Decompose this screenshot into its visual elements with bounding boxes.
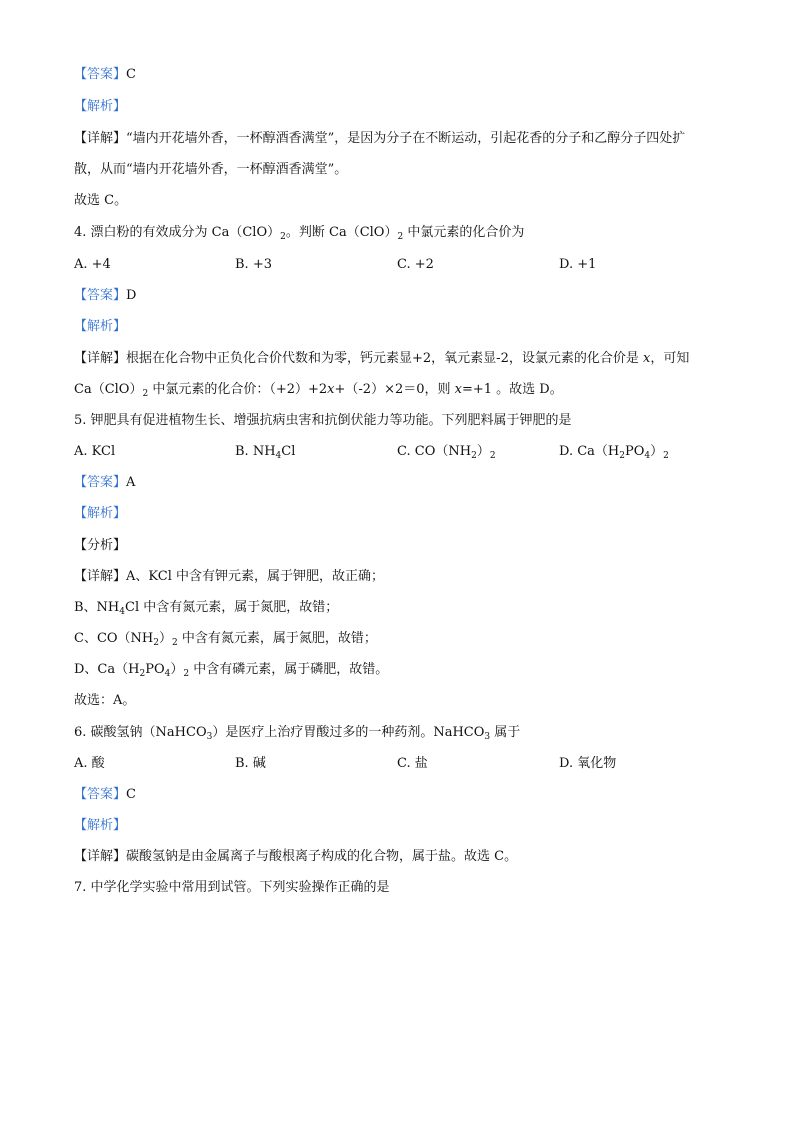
q3-detail-line2: 散，从而“墙内开花墙外香，一杯醇酒香满堂”。	[74, 162, 348, 177]
q4-analysis-tag	[74, 319, 126, 335]
detail-text: C、CO（NH	[74, 631, 154, 646]
detail-text: 中氯元素的化合价：（+2）+2	[148, 382, 328, 397]
answer-value: A	[126, 475, 136, 490]
q6-option-b: B. 碱	[235, 756, 266, 771]
subscript: 3	[484, 732, 491, 742]
answer-tag: 【答案】	[74, 787, 127, 802]
variable-x: x	[327, 382, 335, 397]
q4-option-b: B. +3	[235, 257, 272, 272]
subscript: 2	[172, 638, 178, 648]
subscript: 4	[164, 669, 171, 679]
detail-tag: 【详解】	[74, 849, 127, 864]
subscript: 2	[153, 638, 159, 648]
q6-option-a: A. 酸	[74, 756, 105, 771]
detail-text: 中含有磷元素，属于磷肥，故错。	[189, 662, 389, 677]
subscript: 4	[119, 607, 125, 617]
q4-answer	[74, 288, 136, 304]
q3-analysis-tag	[74, 99, 126, 115]
stem-part: ）是医疗上治疗胃酸过多的一种药剂。NaHCO	[212, 725, 485, 740]
q5-fenxi-tag: 【分析】	[74, 538, 127, 553]
detail-text: PO	[145, 662, 165, 677]
q6-option-c: C. 盐	[397, 756, 428, 771]
analysis-tag: 【解析】	[74, 506, 127, 521]
detail-text: D、Ca（H	[74, 662, 140, 677]
analysis-tag: 【解析】	[74, 818, 127, 833]
subscript: 2	[142, 389, 149, 399]
subscript: 2	[139, 669, 146, 679]
q4-option-c: C. +2	[397, 257, 434, 272]
stem-part: 6. 碳酸氢钠（NaHCO	[74, 725, 207, 740]
detail-text: A、KCl 中含有钾元素，属于钾肥，故正确；	[126, 569, 385, 584]
stem-part: 4. 漂白粉的有效成分为 Ca（ClO）	[74, 225, 281, 240]
subscript: 4	[644, 451, 651, 461]
detail-text: 根据在化合物中正负化合价代数和为零，钙元素显+2，氧元素显-2，设氯元素的化合价是	[126, 351, 643, 366]
answer-tag: 【答案】	[74, 288, 127, 303]
stem-part: 属于	[490, 725, 521, 740]
detail-text: “墙内开花墙外香，一杯醇酒香满堂”，是因为分子在不断运动，引起花香的分子和乙醇分子四处扩	[126, 131, 686, 146]
subscript: 2	[619, 451, 625, 461]
option-text: D. Ca（H	[559, 444, 620, 459]
option-text: ）	[476, 444, 490, 459]
detail-text: ）	[170, 662, 184, 677]
option-text: Cl	[281, 444, 296, 459]
q3-detail-line1	[74, 131, 685, 147]
q4-stem	[74, 225, 524, 241]
subscript: 2	[183, 669, 190, 679]
detail-tag: 【详解】	[74, 351, 127, 366]
option-text: PO	[625, 444, 645, 459]
subscript: 2	[280, 232, 286, 242]
q5-detail-d	[74, 662, 388, 678]
detail-tag: 【详解】	[74, 131, 127, 146]
q5-answer	[74, 475, 135, 491]
q5-option-a: A. KCl	[74, 444, 116, 459]
q4-detail-line2	[74, 382, 563, 398]
q5-stem: 5. 钾肥具有促进植物生长、增强抗病虫害和抗倒伏能力等功能。下列肥料属于钾肥的是	[74, 413, 572, 428]
option-text: B. NH	[235, 444, 276, 459]
subscript: 4	[275, 451, 282, 461]
q3-conclusion: 故选 C。	[74, 193, 128, 208]
subscript: 2	[663, 451, 669, 461]
subscript: 2	[471, 451, 477, 461]
detail-tag: 【详解】	[74, 569, 127, 584]
q7-stem: 7. 中学化学实验中常用到试管。下列实验操作正确的是	[74, 880, 390, 895]
q6-analysis-tag	[74, 818, 126, 834]
q3-answer	[74, 67, 136, 83]
answer-value: C	[126, 67, 136, 82]
q5-analysis-tag	[74, 506, 126, 522]
q5-detail-a	[74, 569, 384, 585]
stem-part: 。判断 Ca（ClO）	[285, 225, 398, 240]
stem-part: 中氯元素的化合价为	[403, 225, 525, 240]
answer-tag: 【答案】	[74, 475, 127, 490]
answer-value: C	[126, 787, 136, 802]
q5-detail-c	[74, 631, 377, 647]
analysis-tag: 【解析】	[74, 319, 127, 334]
variable-x: x	[454, 382, 462, 397]
option-text: ）	[650, 444, 664, 459]
subscript: 2	[397, 232, 404, 242]
q4-option-d: D. +1	[559, 257, 597, 272]
q6-detail	[74, 849, 517, 865]
q5-option-c	[397, 444, 496, 460]
q4-option-a: A. +4	[74, 257, 111, 272]
subscript: 2	[489, 451, 496, 461]
q6-stem	[74, 725, 520, 741]
answer-value: D	[126, 288, 137, 303]
q5-option-b	[235, 444, 295, 460]
detail-text: B、NH	[74, 600, 120, 615]
q6-answer	[74, 787, 136, 803]
detail-text: Ca（ClO）	[74, 382, 143, 397]
answer-tag: 【答案】	[74, 67, 127, 82]
detail-text: =+1 。故选 D。	[461, 382, 563, 397]
detail-text: +（-2）×2＝0，则	[334, 382, 455, 397]
q5-option-d	[559, 444, 669, 460]
detail-text: ）	[159, 631, 173, 646]
q5-conclusion: 故选：A。	[74, 693, 136, 708]
variable-x: x	[642, 351, 651, 366]
q5-detail-b	[74, 600, 338, 616]
q4-detail-line1	[74, 351, 689, 367]
detail-text: ，可知	[650, 351, 690, 366]
q6-option-d: D. 氧化物	[559, 756, 617, 771]
analysis-tag: 【解析】	[74, 99, 127, 114]
detail-text: 碳酸氢钠是由金属离子与酸根离子构成的化合物，属于盐。故选 C。	[126, 849, 518, 864]
subscript: 3	[206, 732, 213, 742]
option-text: C. CO（NH	[397, 444, 472, 459]
detail-text: 中含有氮元素，属于氮肥，故错；	[177, 631, 377, 646]
detail-text: Cl 中含有氮元素，属于氮肥，故错；	[125, 600, 339, 615]
